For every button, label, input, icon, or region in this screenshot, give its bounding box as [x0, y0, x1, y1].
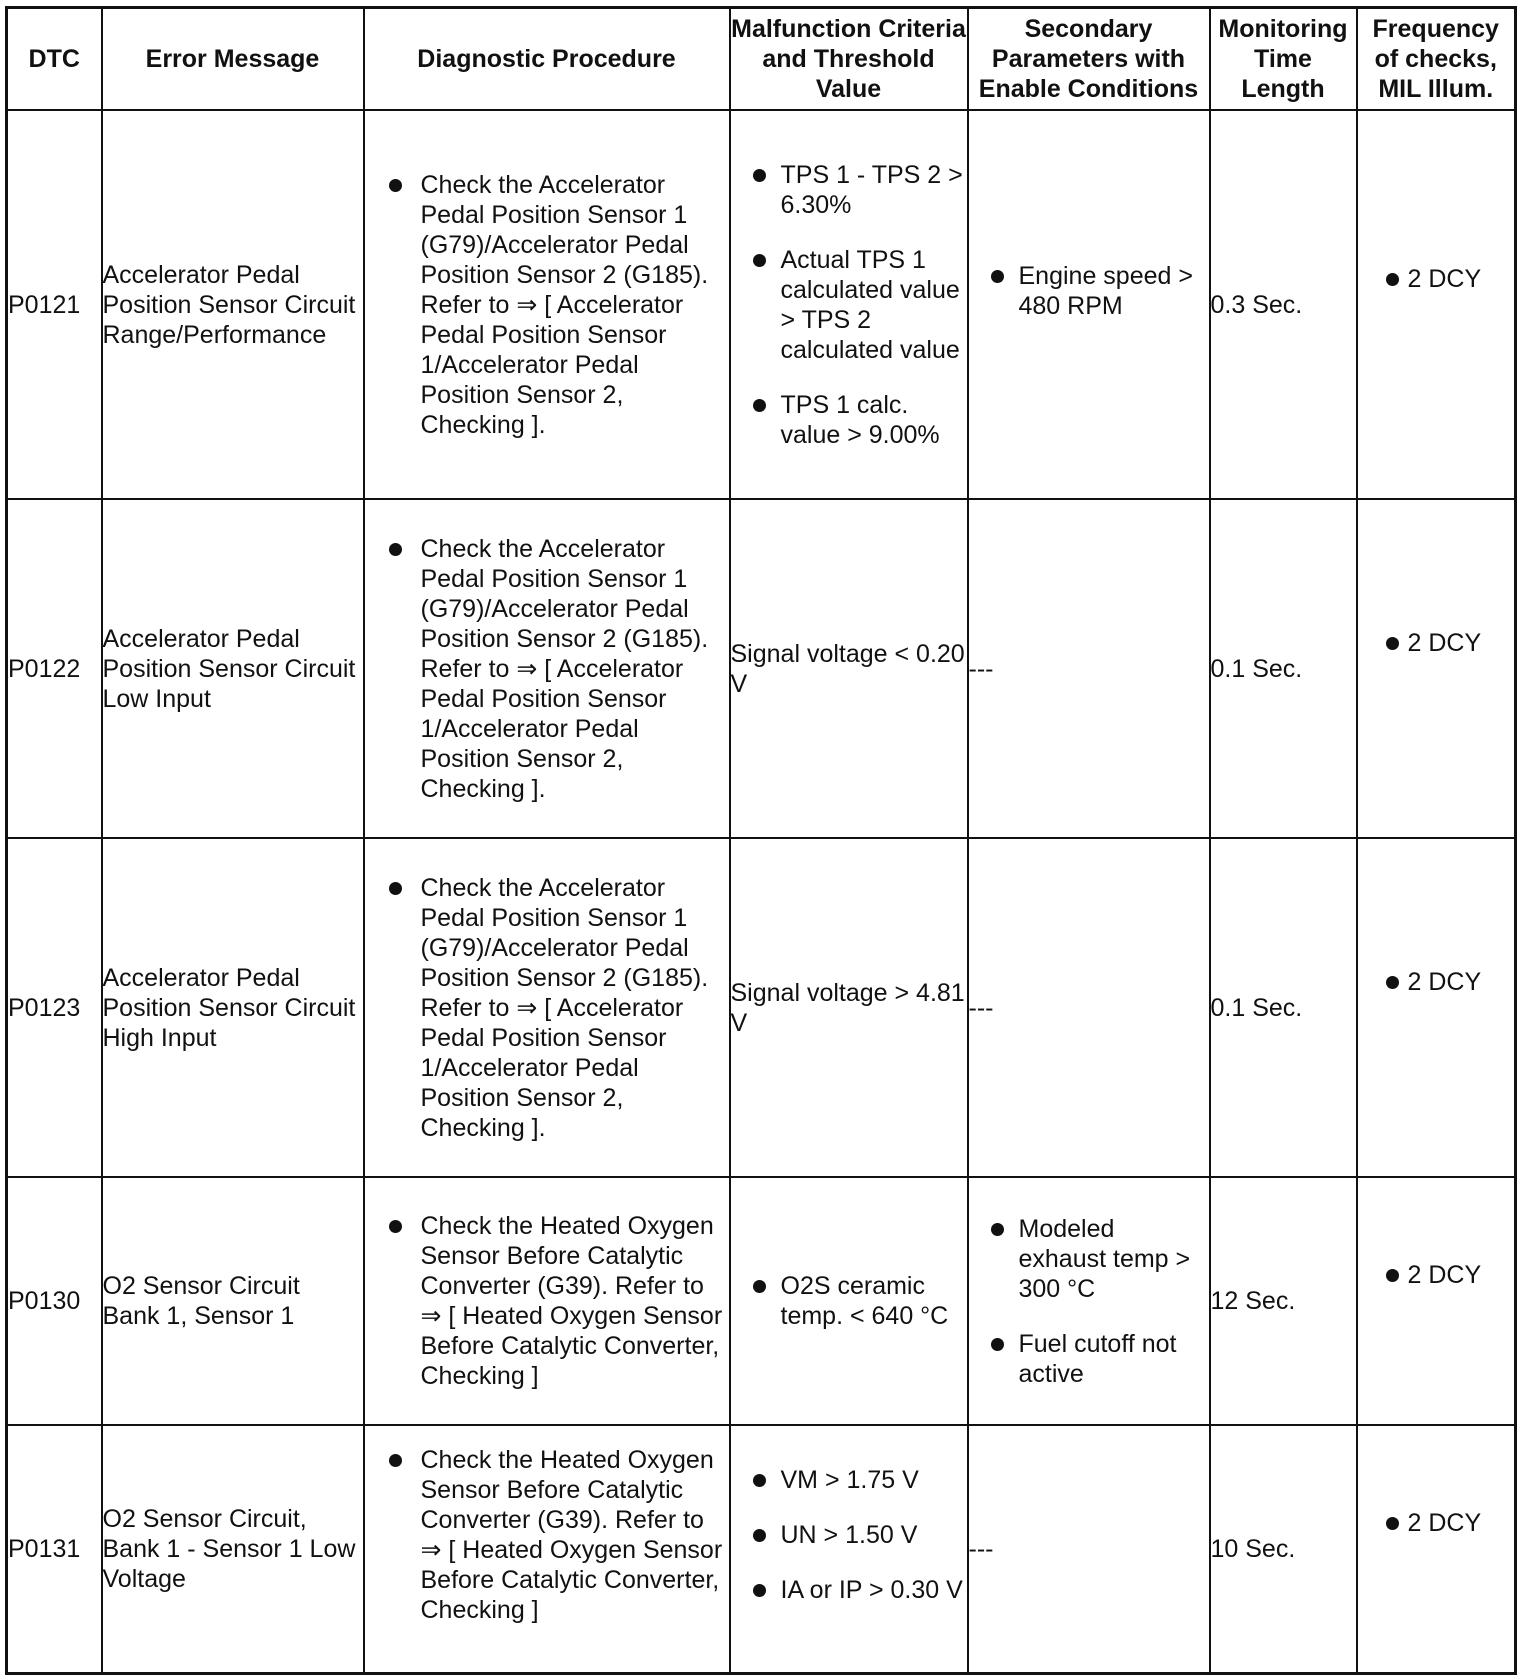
list-item: Check the Accelerator Pedal Position Sensor 1 (G79)/Accelerator Pedal Position Sensor 2 (G185). Refer to ⇒ [ Accelerator Pedal Position Sensor 1/Accelerator Pedal Position Sensor 2, Checking ]. — [365, 873, 729, 1143]
list-item: 2 DCY — [1358, 967, 1515, 997]
error-message: Accelerator Pedal Position Sensor Circuit High Input — [102, 838, 364, 1177]
list-item: Fuel cutoff not active — [969, 1329, 1209, 1389]
list-item: 2 DCY — [1358, 264, 1515, 294]
list-item: Check the Accelerator Pedal Position Sensor 1 (G79)/Accelerator Pedal Position Sensor 2 (G185). Refer to ⇒ [ Accelerator Pedal Position Sensor 1/Accelerator Pedal Position Sensor 2, Checking ]. — [365, 170, 729, 440]
dtc-code: P0131 — [7, 1425, 102, 1673]
header-error-message: Error Message — [102, 8, 364, 111]
malfunction-criteria — [730, 1425, 968, 1673]
monitoring-time: 0.3 Sec. — [1210, 110, 1357, 499]
dtc-code: P0130 — [7, 1177, 102, 1425]
error-message: O2 Sensor Circuit, Bank 1 - Sensor 1 Low Voltage — [102, 1425, 364, 1673]
header-row — [7, 8, 1516, 111]
frequency — [1357, 1425, 1516, 1673]
secondary-parameters: --- — [968, 838, 1210, 1177]
malfunction-criteria — [730, 1177, 968, 1425]
frequency — [1357, 499, 1516, 838]
list-item: VM > 1.75 V — [731, 1465, 967, 1495]
frequency — [1357, 838, 1516, 1177]
frequency — [1357, 110, 1516, 499]
monitoring-time: 0.1 Sec. — [1210, 499, 1357, 838]
monitoring-time: 12 Sec. — [1210, 1177, 1357, 1425]
list-item: TPS 1 calc. value > 9.00% — [731, 390, 967, 450]
dtc-table — [5, 6, 1517, 1675]
error-message: Accelerator Pedal Position Sensor Circuit Low Input — [102, 499, 364, 838]
list-item: 2 DCY — [1358, 1508, 1515, 1538]
list-item: Check the Accelerator Pedal Position Sensor 1 (G79)/Accelerator Pedal Position Sensor 2 (G185). Refer to ⇒ [ Accelerator Pedal Position Sensor 1/Accelerator Pedal Position Sensor 2, Checking ]. — [365, 534, 729, 804]
malfunction-criteria: Signal voltage < 0.20 V — [730, 499, 968, 838]
diagnostic-procedure — [364, 1425, 730, 1673]
table-row — [7, 110, 1516, 499]
list-item: UN > 1.50 V — [731, 1520, 967, 1550]
header-malfunction-criteria: Malfunction Criteria and Threshold Value — [730, 8, 968, 111]
secondary-parameters — [968, 110, 1210, 499]
header-frequency: Frequency of checks, MIL Illum. — [1357, 8, 1516, 111]
list-item: 2 DCY — [1358, 628, 1515, 658]
list-item: Actual TPS 1 calculated value > TPS 2 calculated value — [731, 245, 967, 365]
frequency — [1357, 1177, 1516, 1425]
list-item: O2S ceramic temp. < 640 °C — [731, 1271, 967, 1331]
list-item: Check the Heated Oxygen Sensor Before Catalytic Converter (G39). Refer to ⇒ [ Heated Oxygen Sensor Before Catalytic Converter, Checking ] — [365, 1445, 729, 1625]
diagnostic-procedure — [364, 499, 730, 838]
list-item: IA or IP > 0.30 V — [731, 1575, 967, 1605]
list-item: Modeled exhaust temp > 300 °C — [969, 1214, 1209, 1304]
diagnostic-procedure — [364, 110, 730, 499]
header-monitoring-time: Monitoring Time Length — [1210, 8, 1357, 111]
malfunction-criteria: Signal voltage > 4.81 V — [730, 838, 968, 1177]
table-row — [7, 838, 1516, 1177]
table-row — [7, 1425, 1516, 1673]
secondary-parameters: --- — [968, 499, 1210, 838]
monitoring-time: 0.1 Sec. — [1210, 838, 1357, 1177]
list-item: Check the Heated Oxygen Sensor Before Catalytic Converter (G39). Refer to ⇒ [ Heated Oxygen Sensor Before Catalytic Converter, Checking ] — [365, 1211, 729, 1391]
secondary-parameters: --- — [968, 1425, 1210, 1673]
secondary-parameters — [968, 1177, 1210, 1425]
dtc-code: P0121 — [7, 110, 102, 499]
diagnostic-procedure — [364, 1177, 730, 1425]
error-message: Accelerator Pedal Position Sensor Circuit Range/Performance — [102, 110, 364, 499]
list-item: 2 DCY — [1358, 1260, 1515, 1290]
header-secondary-parameters: Secondary Parameters with Enable Conditions — [968, 8, 1210, 111]
diagnostic-procedure — [364, 838, 730, 1177]
malfunction-criteria — [730, 110, 968, 499]
header-dtc: DTC — [7, 8, 102, 111]
dtc-code: P0122 — [7, 499, 102, 838]
dtc-code: P0123 — [7, 838, 102, 1177]
table-row — [7, 499, 1516, 838]
list-item: TPS 1 - TPS 2 > 6.30% — [731, 160, 967, 220]
monitoring-time: 10 Sec. — [1210, 1425, 1357, 1673]
header-diagnostic-procedure: Diagnostic Procedure — [364, 8, 730, 111]
table-row — [7, 1177, 1516, 1425]
error-message: O2 Sensor Circuit Bank 1, Sensor 1 — [102, 1177, 364, 1425]
list-item: Engine speed > 480 RPM — [969, 261, 1209, 321]
